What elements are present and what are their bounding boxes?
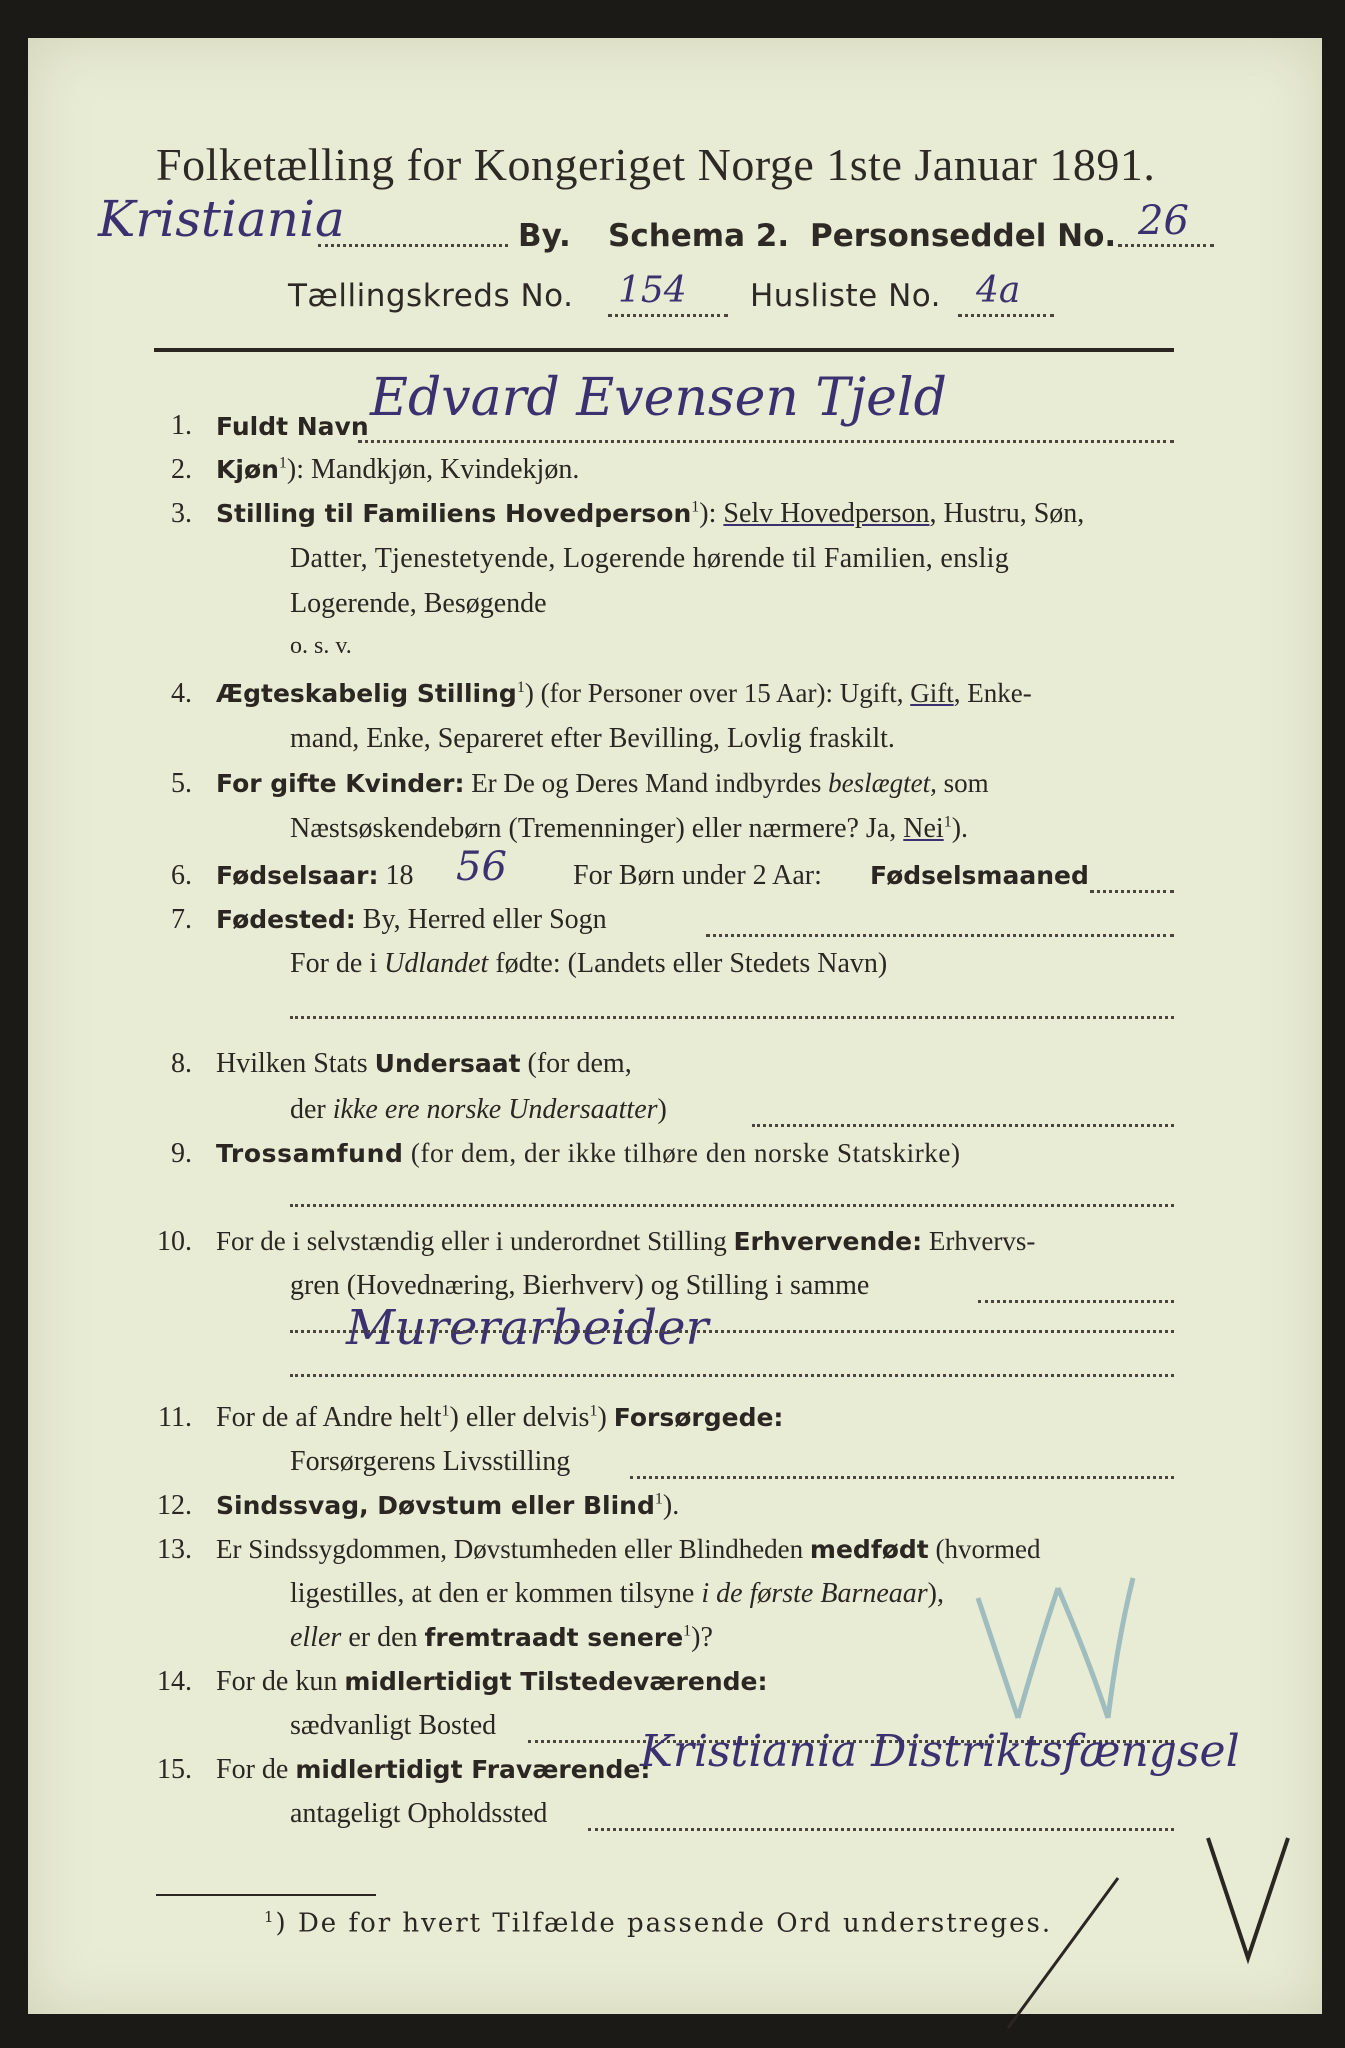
personseddel-label: Personseddel No. (810, 218, 1117, 254)
item-3-text-a: ): (699, 498, 724, 529)
item-11-text-a: For de af Andre helt (216, 1402, 442, 1433)
item-3-line (216, 498, 1084, 530)
form-title: Folketælling for Kongeriget Norge 1ste Januar 1891. (156, 139, 1156, 190)
item-7-line2-italic: Udlandet (384, 948, 489, 979)
item-11-dotted-line (630, 1476, 1174, 1479)
item-7-number: 7. (171, 904, 192, 935)
item-2-label: Kjøn (216, 455, 279, 484)
city-dotted-line (318, 244, 508, 247)
item-8-label: Undersaat (374, 1049, 521, 1078)
item-8-line2-italic: ikke ere norske Undersaatter (332, 1094, 658, 1125)
personseddel-number-hw: 26 (1138, 198, 1189, 244)
item-6-dotted-line (1090, 890, 1174, 893)
full-name-hw: Edvard Evensen Tjeld (370, 368, 947, 428)
census-form-sheet (28, 38, 1322, 2014)
item-8-dotted-line (752, 1124, 1174, 1127)
item-7-dotted-line (706, 934, 1174, 937)
item-11-text-b: ) eller delvis (449, 1402, 590, 1433)
item-5-sup: 1 (943, 813, 952, 831)
item-4-line2: mand, Enke, Separeret efter Bevilling, Lovlig fraskilt. (290, 723, 895, 754)
item-7-line (216, 904, 607, 936)
item-7-line2-a: For de i (290, 948, 385, 979)
item-2-line (216, 454, 579, 486)
item-11-text-c: ) (597, 1402, 614, 1433)
item-7-line2-b: fødte: (Landets eller Stedets Navn) (488, 948, 888, 979)
item-5-line (216, 768, 989, 799)
item-13-line2 (290, 1578, 944, 1610)
item-11-line (216, 1402, 783, 1434)
item-3-line2: Datter, Tjenestetyende, Logerende hørende til Familien, enslig (290, 543, 1010, 574)
item-3-number: 3. (171, 498, 192, 529)
item-15-dotted-line (588, 1828, 1174, 1831)
item-13-line3 (290, 1622, 713, 1654)
husliste-label: Husliste No. (750, 278, 942, 314)
city-handwritten: Kristiania (98, 190, 345, 248)
item-5-line2 (290, 813, 968, 845)
item-8-line2-a: der (290, 1094, 333, 1125)
item-12-label: Sindssvag, Døvstum eller Blind (216, 1491, 655, 1520)
kreds-dotted-line (608, 314, 728, 317)
item-6-line (216, 860, 414, 892)
check-mark-icon (1188, 1818, 1308, 1978)
item-14-number: 14. (157, 1666, 192, 1697)
item-13-text-b: (hvormed (928, 1534, 1041, 1564)
item-10-dotted-line-2 (290, 1330, 1174, 1333)
item-10-number: 10. (157, 1226, 192, 1257)
item-2-number: 2. (171, 454, 192, 485)
item-3-selected: Selv Hovedperson (723, 498, 930, 529)
item-15-number: 15. (157, 1754, 192, 1785)
item-5-italic: beslægtet, (828, 768, 937, 798)
item-10-line (216, 1226, 1035, 1257)
item-12-number: 12. (157, 1490, 192, 1521)
item-4-text-b: , Enke- (953, 678, 1032, 708)
item-13-sup: 1 (683, 1622, 692, 1640)
item-11-number: 11. (158, 1402, 192, 1433)
item-9-number: 9. (171, 1138, 192, 1169)
item-14-label: midlertidigt Tilstedeværende: (344, 1667, 768, 1696)
item-11-label: Forsørgede: (613, 1403, 784, 1432)
item-2-sup: 1 (278, 454, 287, 472)
item-5-line2-a: Næstsøskendebørn (Tremenninger) eller nærmere? Ja, (290, 813, 904, 844)
item-6-label: Fødselsaar: (216, 861, 379, 890)
item-15-text-a: For de (216, 1754, 296, 1785)
item-10-text-a: For de i selvstændig eller i underordnet Stilling (216, 1226, 734, 1256)
kreds-label: Tællingskreds No. (288, 278, 574, 314)
item-8-line2 (290, 1094, 667, 1126)
item-13-line2-italic: i de første Barneaar (701, 1578, 928, 1609)
item-11-line2: Forsørgerens Livsstilling (290, 1446, 571, 1477)
item-9-line (216, 1138, 961, 1169)
item-7-line2 (290, 948, 887, 980)
item-4-text-a: ) (for Personer over 15 Aar): Ugift, (524, 678, 911, 708)
by-label: By. (518, 218, 571, 254)
item-11-sup-2: 1 (589, 1402, 598, 1420)
item-13-line (216, 1534, 1040, 1565)
item-2-text: ): Mandkjøn, Kvindekjøn. (286, 454, 580, 485)
pencil-mark-icon (958, 1528, 1198, 1728)
kreds-number-hw: 154 (618, 270, 687, 311)
item-13-line3-a: er den (341, 1622, 425, 1653)
item-4-number: 4. (171, 678, 192, 709)
item-8-line (216, 1048, 632, 1080)
occupation-hw: Murerarbeider (346, 1300, 709, 1356)
item-8-line2-b: ) (657, 1094, 667, 1125)
item-5-selected: Nei (903, 813, 944, 844)
item-13-text-a: Er Sindssygdommen, Døvstumheden eller Blindheden (216, 1534, 810, 1564)
item-7-text: By, Herred eller Sogn (355, 904, 607, 935)
schema-label: Schema 2. (608, 218, 790, 254)
item-7-dotted-line-2 (290, 1016, 1174, 1019)
item-4-sup: 1 (516, 679, 525, 696)
item-3-sup: 1 (691, 498, 700, 516)
item-1-dotted-line (358, 440, 1174, 443)
item-5-number: 5. (171, 768, 192, 799)
item-9-text: (for dem, der ikke tilhøre den norske Statskirke) (403, 1138, 961, 1168)
item-10-dotted-line (978, 1300, 1174, 1303)
slash-mark-icon (988, 1868, 1138, 2038)
item-11-sup-1: 1 (441, 1402, 450, 1420)
item-4-selected: Gift (910, 678, 954, 708)
item-9-label: Trossamfund (216, 1139, 404, 1168)
item-6-label2: Fødselsmaaned (870, 861, 1089, 890)
item-3-label: Stilling til Familiens Hovedperson (216, 499, 692, 528)
item-6-text: For Børn under 2 Aar: (573, 860, 822, 891)
item-14-line2: sædvanligt Bosted (290, 1710, 497, 1741)
item-15-line2: antageligt Opholdssted (290, 1798, 548, 1829)
husliste-number-hw: 4a (976, 270, 1021, 311)
item-4-line (216, 678, 1032, 709)
item-13-line3-b: )? (691, 1622, 713, 1653)
personseddel-dotted-line (1118, 244, 1214, 247)
item-6-number: 6. (171, 860, 192, 891)
item-4-label: Ægteskabelig Stilling (216, 679, 517, 708)
item-13-line2-b: ), (927, 1578, 944, 1609)
item-13-line2-a: ligestilles, at den er kommen tilsyne (290, 1578, 702, 1609)
item-5-text-a: Er De og Deres Mand indbyrdes (464, 768, 829, 798)
item-1-number: 1. (171, 410, 192, 441)
item-7-label: Fødested: (216, 905, 356, 934)
residence-hw: Kristiania Distriktsfængsel (640, 1726, 1240, 1777)
item-10-line2: gren (Hovednæring, Bierhverv) og Stilling i samme (290, 1270, 870, 1301)
item-13-line3-italic: eller (290, 1622, 342, 1653)
item-13-line3-bold: fremtraadt senere (424, 1623, 684, 1652)
item-14-text-a: For de kun (216, 1666, 345, 1697)
item-3-line3: Logerende, Besøgende (290, 588, 547, 619)
item-6-prefix: 18 (378, 860, 414, 891)
item-8-text-b: (for dem, (520, 1048, 632, 1079)
item-3-line4: o. s. v. (290, 633, 352, 659)
item-12-line (216, 1490, 679, 1522)
husliste-dotted-line (958, 314, 1054, 317)
item-13-label: medfødt (809, 1535, 929, 1564)
item-5-line2-b: ). (951, 813, 969, 844)
item-15-label: midlertidigt Fraværende: (295, 1755, 651, 1784)
item-15-line (216, 1754, 650, 1786)
item-8-text-a: Hvilken Stats (216, 1048, 375, 1079)
item-12-text: ). (662, 1490, 680, 1521)
item-1-label: Fuldt Navn (216, 412, 369, 441)
item-5-label: For gifte Kvinder: (216, 769, 465, 798)
item-12-sup: 1 (654, 1490, 663, 1508)
footnote-text: ) De for hvert Tilfælde passende Ord understreges. (275, 1908, 1053, 1939)
footnote (264, 1908, 1052, 1939)
item-10-dotted-line-3 (290, 1374, 1174, 1377)
header-rule (154, 348, 1174, 352)
item-3-text-b: , Hustru, Søn, (929, 498, 1085, 529)
footnote-sup: 1 (264, 1908, 276, 1926)
item-9-dotted-line (290, 1204, 1174, 1207)
item-10-label: Erhvervende: (733, 1227, 923, 1256)
item-10-text-b: Erhvervs- (922, 1226, 1036, 1256)
item-13-number: 13. (157, 1534, 192, 1565)
birth-year-hw: 56 (456, 844, 507, 890)
item-8-number: 8. (171, 1048, 192, 1079)
footnote-rule (156, 1894, 376, 1896)
item-5-text-b: som (936, 768, 989, 798)
item-14-line (216, 1666, 768, 1698)
